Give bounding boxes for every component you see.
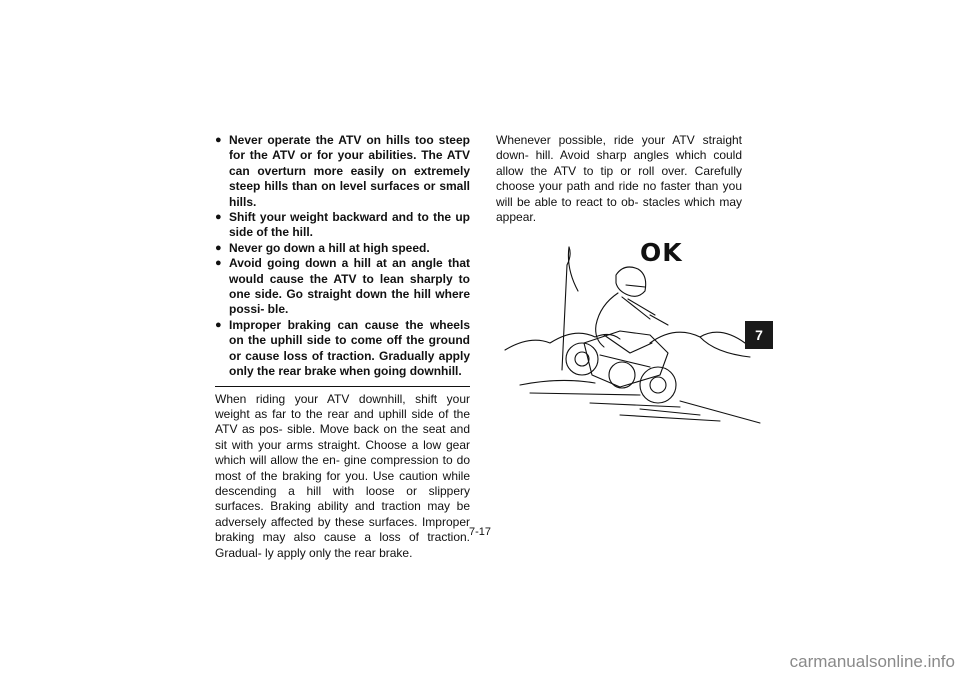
ok-label: OK: [640, 238, 683, 267]
warning-list: [215, 133, 470, 380]
page-number: 7-17: [468, 526, 492, 538]
bullet-icon: ●: [215, 134, 222, 146]
section-tab: 7: [745, 321, 773, 349]
bullet-icon: ●: [215, 241, 222, 254]
atv-illustration-icon: [500, 225, 770, 430]
bullet-icon: ●: [215, 211, 222, 224]
atv-downhill-illustration: [500, 225, 770, 430]
warning-item: ● Never go down a hill at high speed.: [215, 240, 430, 255]
left-column: [215, 133, 470, 561]
warning-item: ● Shift your weight backward and to the up side of the hill.: [215, 210, 470, 240]
warning-item: ● Avoid going down a hill at an angle that would cause the ATV to lean sharply to one side. Go straight down the hill where possi- ble.: [215, 256, 470, 317]
straight-downhill-paragraph: Whenever possible, ride your ATV straight down- hill. Avoid sharp angles which could allow the ATV to tip or roll over. Carefully choose your path and ride no faster than you will be able to react to ob- stacles which may appear.: [496, 133, 742, 225]
warning-item: ● Improper braking can cause the wheels on the uphill side to come off the ground or cause loss of traction. Gradually apply only the rear brake when going downhill.: [215, 317, 470, 379]
bullet-icon: ●: [215, 318, 222, 331]
right-column: [496, 133, 742, 225]
downhill-paragraph: When riding your ATV downhill, shift your weight as far to the rear and uphill side of the ATV as pos- sible. Move back on the seat and sit with your arms straight. Choose a low gear which will allow the en- gine compression to do most of the braking for you. Use caution while descending a hill with loose or slippery surfaces. Braking ability and traction may be adversely affected by these surfaces. Improper braking may also cause a loss of traction. Gradual- ly apply only the rear brake.: [215, 391, 470, 560]
warning-divider: [215, 386, 470, 387]
warning-item: ● Never operate the ATV on hills too steep for the ATV or for your abilities. The ATV can overturn more easily on extremely steep hills than on level surfaces or small hills.: [215, 133, 470, 209]
watermark: carmanualsonline.info: [789, 652, 955, 671]
bullet-icon: ●: [215, 257, 222, 270]
